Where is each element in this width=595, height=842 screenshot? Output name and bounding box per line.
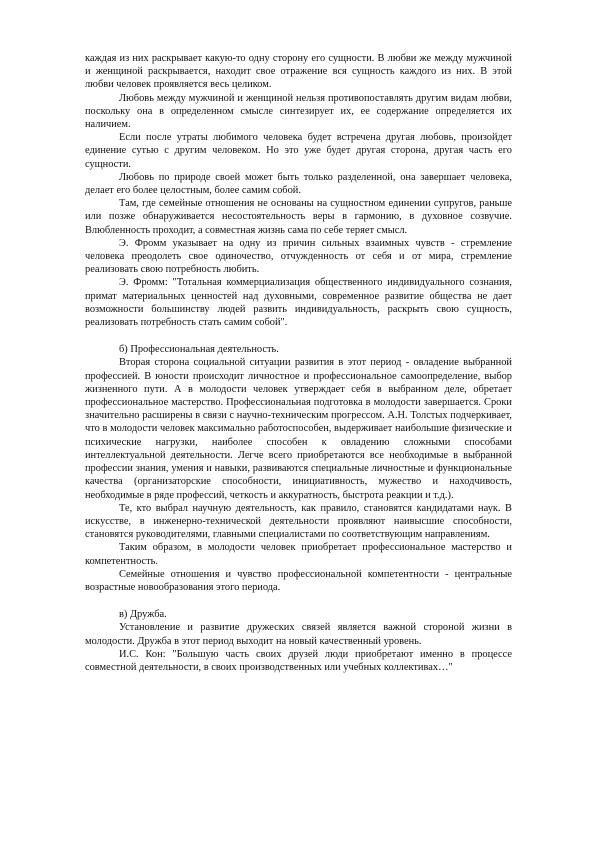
paragraph: Таким образом, в молодости человек приобретает профессиональное мастерство и компетентность. xyxy=(85,542,512,567)
section-heading-professional: б) Профессиональная деятельность. xyxy=(119,344,279,356)
section-heading-friendship: в) Дружба. xyxy=(119,609,167,621)
paragraph: Любовь по природе своей может быть только разделенной, она завершает человека, делает его более целостным, более самим собой. xyxy=(85,171,512,197)
paragraph: Э. Фромм: "Тотальная коммерциализация общественного индивидуального сознания, примат материальных ценностей над духовными, современное развитие общества не дает возможности большинству людей развить индивидуальность, раскрыть свою сущность, реализовать потребность стать самим собой". xyxy=(85,277,512,329)
paragraph: Установление и развитие дружеских связей является важной стороной жизни в молодости. Дружба в этот период выходит на новый качественный уровень. xyxy=(85,622,512,647)
paragraph: Там, где семейные отношения не основаны на сущностном единении супругов, раньше или позже обнаруживается несостоятельность веры в гармонию, в духовное созвучие. Влюбленность проходит, а совместная жизнь сама по себе теряет смысл. xyxy=(85,198,512,236)
paragraph: Любовь между мужчиной и женщиной нельзя противопоставлять другим видам любви, поскольку она в определенном смысле синтезирует их, ее содержание определяется их наличием. xyxy=(85,92,512,131)
paragraph: И.С. Кон: "Большую часть своих друзей люди приобретают именно в процессе совместной деятельности, в своих производственных или учебных коллективах…" xyxy=(85,648,512,673)
paragraph: Если после утраты любимого человека будет встречена другая любовь, произойдет единение сутью с другим человеком. Но это уже будет другая сторона, другая часть его сущности. xyxy=(85,132,512,170)
spacer xyxy=(85,594,512,608)
paragraph: каждая из них раскрывает какую-то одну сторону его сущности. В любви же между мужчиной и женщиной раскрывается, находит свое отражение вся сущность каждого из них. В этой любви человек проявляется весь целиком. xyxy=(85,53,512,91)
paragraph: Те, кто выбрал научную деятельность, как правило, становятся кандидатами наук. В искусстве, в инженерно-технической деятельности проявляют наивысшие способности, становятся руководителями, главными специалистами по соответствующим направлениям. xyxy=(85,502,512,541)
paragraph: Вторая сторона социальной ситуации развития в этот период - овладение выбранной профессией. В юности происходит личностное и профессиональное самоопределение, выбор жизненного пути. А в молодости человек утверждает себя в выбранном деле, обретает профессиональное мастерство. Профессиональная подготовка в молодости завершается. Сроки значительно расширены в связи с научно-техническим прогрессом. А.Н. Толстых подчеркивает, что в молодости человек максимально работоспособен, выдерживает наибольшие физические и психические нагрузки, наиболее способен к овладению сложными способами интеллектуальной деятельности. Легче всего приобретаются все необходимые в выбранной профессии знания, умения и навыки, развиваются специальные личностные и функциональные качества (организаторские способности, инициативность, мужество и находчивость, необходимые в ряде профессий, четкость и аккуратность, быстрота реакции и т.д.). xyxy=(85,357,512,501)
spacer xyxy=(85,329,512,343)
paragraph: Э. Фромм указывает на одну из причин сильных взаимных чувств - стремление человека преодолеть свое одиночество, отчужденность от себя и от мира, стремление реализовать свою потребность любить. xyxy=(85,237,512,276)
document-page xyxy=(85,52,512,674)
paragraph: Семейные отношения и чувство профессиональной компетентности - центральные возрастные новообразования этого периода. xyxy=(85,568,512,593)
